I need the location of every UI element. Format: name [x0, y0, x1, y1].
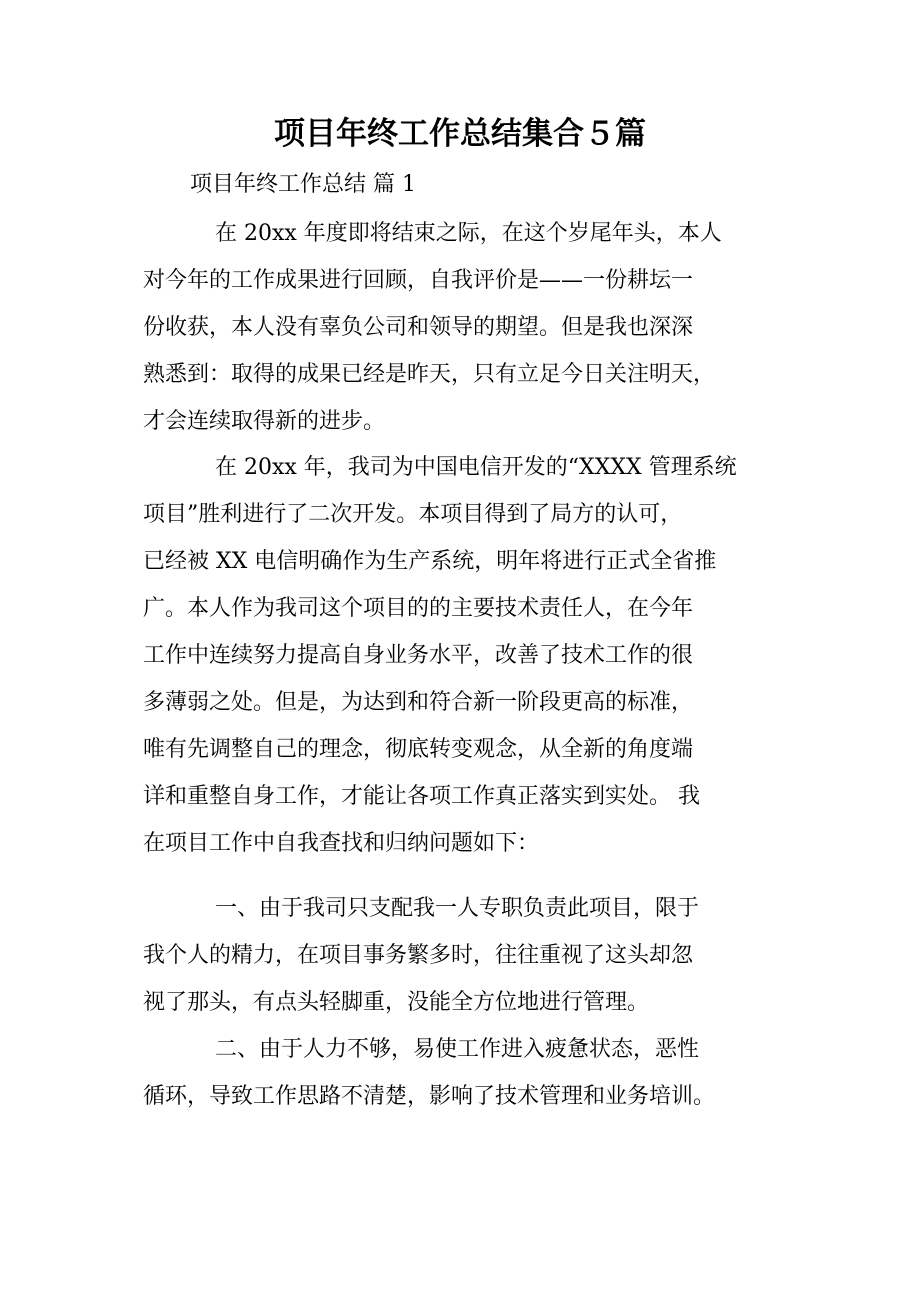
paragraph-line: 二、由于人力不够，易使工作进入疲惫状态，恶性: [215, 1037, 700, 1062]
paragraph-line: 一、由于我司只支配我一人专职负责此项目，限于: [215, 896, 700, 921]
paragraph-line: 在 20xx 年度即将结束之际，在这个岁尾年头，本人: [215, 221, 722, 246]
paragraph-1: [143, 210, 783, 445]
paragraph-line: 循环，导致工作思路不清楚，影响了技术管理和业务培训。: [143, 1084, 716, 1109]
paragraph-line: 视了那头，有点头轻脚重，没能全方位地进行管理。: [143, 990, 650, 1015]
paragraph-2: [143, 444, 783, 867]
section-heading: 项目年终工作总结 篇 1: [190, 172, 416, 197]
paragraph-line: 在 20xx 年，我司为中国电信开发的“XXXX 管理系统: [215, 455, 737, 480]
paragraph-line: 份收获，本人没有辜负公司和领导的期望。但是我也深深: [143, 315, 694, 340]
paragraph-line: 多薄弱之处。但是，为达到和符合新一阶段更高的标准，: [143, 690, 694, 715]
paragraph-4: [143, 1026, 783, 1120]
paragraph-line: 熟悉到：取得的成果已经是昨天，只有立足今日关注明天，: [143, 362, 716, 387]
paragraph-line: 项目”胜利进行了二次开发。本项目得到了局方的认可，: [143, 502, 683, 527]
paragraph-line: 才会连续取得新的进步。: [143, 409, 386, 434]
paragraph-line: 在项目工作中自我查找和归纳问题如下：: [143, 831, 540, 856]
paragraph-line: 详和重整自身工作，才能让各项工作真正落实到实处。 我: [143, 784, 700, 809]
document-title: 项目年终工作总结集合５篇: [274, 116, 646, 152]
paragraph-line: 工作中连续努力提高自身业务水平，改善了技术工作的很: [143, 643, 694, 668]
paragraph-line: 唯有先调整自己的理念，彻底转变观念，从全新的角度端: [143, 737, 694, 762]
paragraph-line: 我个人的精力，在项目事务繁多时，往往重视了这头却忽: [143, 943, 694, 968]
paragraph-line: 已经被 XX 电信明确作为生产系统，明年将进行正式全省推: [143, 549, 717, 574]
paragraph-line: 广。本人作为我司这个项目的的主要技术责任人，在今年: [143, 596, 694, 621]
paragraph-3: [143, 885, 783, 1026]
paragraph-line: 对今年的工作成果进行回顾，自我评价是——一份耕坛一: [143, 268, 694, 293]
